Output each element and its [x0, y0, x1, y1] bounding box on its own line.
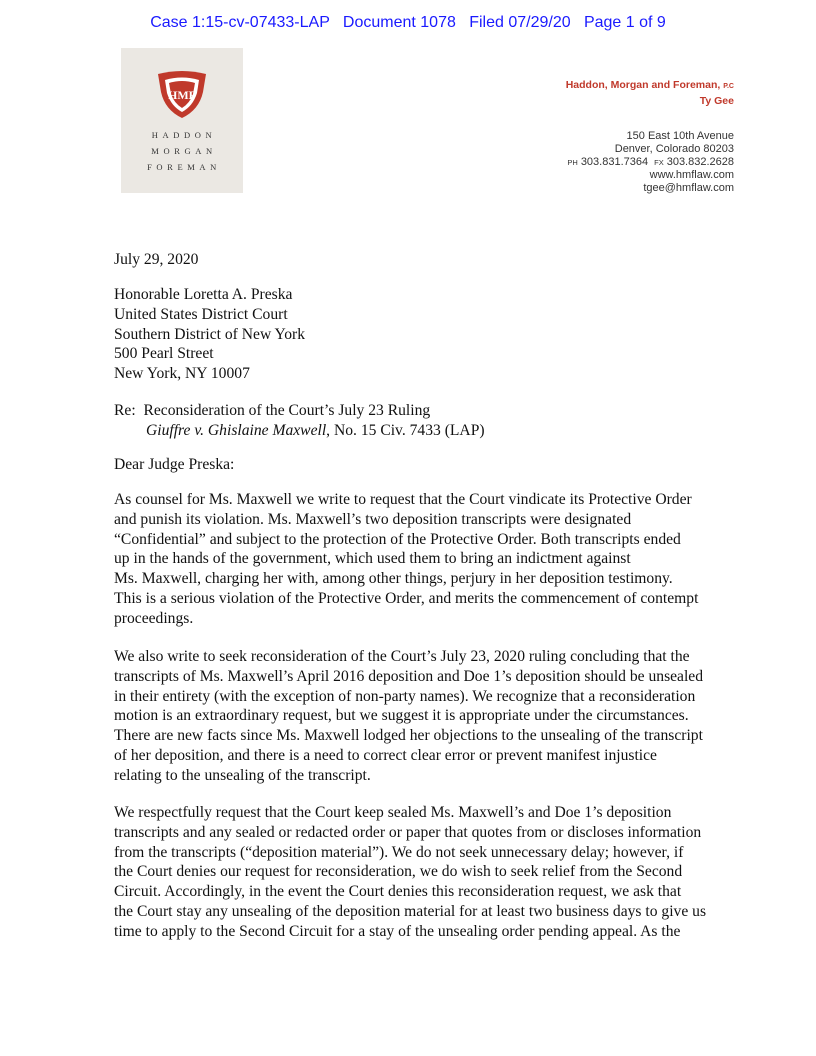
logo-word-1: HADDON: [151, 130, 217, 140]
paragraph-line: in their entirety (with the exception of non-party names). We recognize that a reconsideration: [114, 687, 696, 705]
recipient-line: United States District Court: [114, 305, 288, 323]
shield-logo-icon: [155, 70, 209, 120]
recipient-line: Honorable Loretta A. Preska: [114, 286, 293, 303]
paragraph-line: transcripts and any sealed or redacted order or paper that quotes from or discloses information: [114, 823, 702, 841]
firm-name: Haddon, Morgan and Foreman,: [565, 79, 721, 91]
recipient-address: [114, 285, 724, 384]
logo-word-3: FOREMAN: [147, 162, 221, 172]
recipient-line: New York, NY 10007: [114, 365, 250, 383]
salutation: Dear Judge Preska:: [114, 456, 235, 473]
phone-number: 303.831.7364: [580, 156, 649, 168]
paragraph-line: the Court denies our request for reconsideration, we do wish to seek relief from the Second: [114, 863, 683, 881]
firm-suffix: P.C: [723, 83, 734, 90]
paragraph-line: We also write to seek reconsideration of the Court’s July 23, 2020 ruling concluding that the: [114, 648, 690, 665]
firm-logo: [121, 48, 243, 193]
paragraph-1: [114, 490, 724, 629]
firm-name-block: [566, 78, 734, 108]
paragraph-line: Circuit. Accordingly, in the event the Court denies this reconsideration request, we ask that: [114, 883, 682, 901]
logo-word-2: MORGAN: [151, 146, 217, 156]
paragraph-line: and punish its violation. Ms. Maxwell’s two deposition transcripts were designated: [114, 510, 632, 528]
paragraph-line: motion is an extraordinary request, but we suggest it is appropriate under the circumstances.: [114, 707, 689, 725]
website-link[interactable]: www.hmflaw.com: [649, 169, 734, 181]
paragraph-line: “Confidential” and subject to the protection of the Protective Order. Both transcripts ended: [114, 530, 681, 548]
paragraph-3: [114, 803, 724, 942]
recipient-line: Southern District of New York: [114, 325, 306, 343]
paragraph-line: relating to the unsealing of the transcript.: [114, 766, 371, 784]
re-subject: Reconsideration of the Court’s July 23 Ruling: [143, 402, 431, 419]
address-line-2: Denver, Colorado 80203: [614, 143, 734, 155]
phone-label: PH: [567, 158, 578, 167]
paragraph-line: We respectfully request that the Court keep sealed Ms. Maxwell’s and Doe 1’s deposition: [114, 804, 672, 821]
fax-number: 303.832.2628: [666, 156, 734, 168]
paragraph-line: This is a serious violation of the Protective Order, and merits the commencement of contempt: [114, 589, 699, 607]
paragraph-line: proceedings.: [114, 609, 194, 627]
paragraph-line: There are new facts since Ms. Maxwell lodged her objections to the unsealing of the transcript: [114, 727, 703, 745]
attorney-name: Ty Gee: [699, 95, 734, 107]
re-label: Re:: [114, 402, 136, 419]
paragraph-line: time to apply to the Second Circuit for a stay of the unsealing order pending appeal. As the: [114, 922, 681, 940]
ecf-filing-header: Case 1:15-cv-07433-LAP Document 1078 Filed 07/29/20 Page 1 of 9: [150, 14, 666, 31]
paragraph-line: As counsel for Ms. Maxwell we write to request that the Court vindicate its Protective Order: [114, 491, 692, 508]
case-name: Giuffre v. Ghislaine Maxwell: [146, 421, 327, 439]
letter-date: July 29, 2020: [114, 251, 199, 268]
address-line-1: 150 East 10th Avenue: [626, 130, 734, 142]
phone-fax-line: [567, 156, 734, 169]
paragraph-line: the Court stay any unsealing of the deposition material for at least two business days to give us: [114, 902, 707, 920]
re-line: [114, 401, 724, 441]
paragraph-line: up in the hands of the government, which used them to bring an indictment against: [114, 550, 631, 568]
recipient-line: 500 Pearl Street: [114, 345, 214, 363]
paragraph-line: Ms. Maxwell, charging her with, among other things, perjury in her deposition testimony.: [114, 570, 673, 588]
firm-address-block: [567, 130, 734, 195]
fax-label: FX: [654, 158, 664, 167]
paragraph-line: from the transcripts (“deposition material”). We do not seek unnecessary delay; however, if: [114, 843, 684, 861]
case-number: , No. 15 Civ. 7433 (LAP): [326, 421, 485, 439]
paragraph-2: [114, 647, 724, 786]
paragraph-line: transcripts of Ms. Maxwell’s April 2016 deposition and Doe 1’s deposition should be unsealed: [114, 667, 704, 685]
paragraph-line: of her deposition, and there is a need to correct clear error or prevent manifest injustice: [114, 746, 657, 764]
email-link[interactable]: tgee@hmflaw.com: [643, 182, 734, 194]
logo-monogram: HMF: [168, 88, 196, 102]
